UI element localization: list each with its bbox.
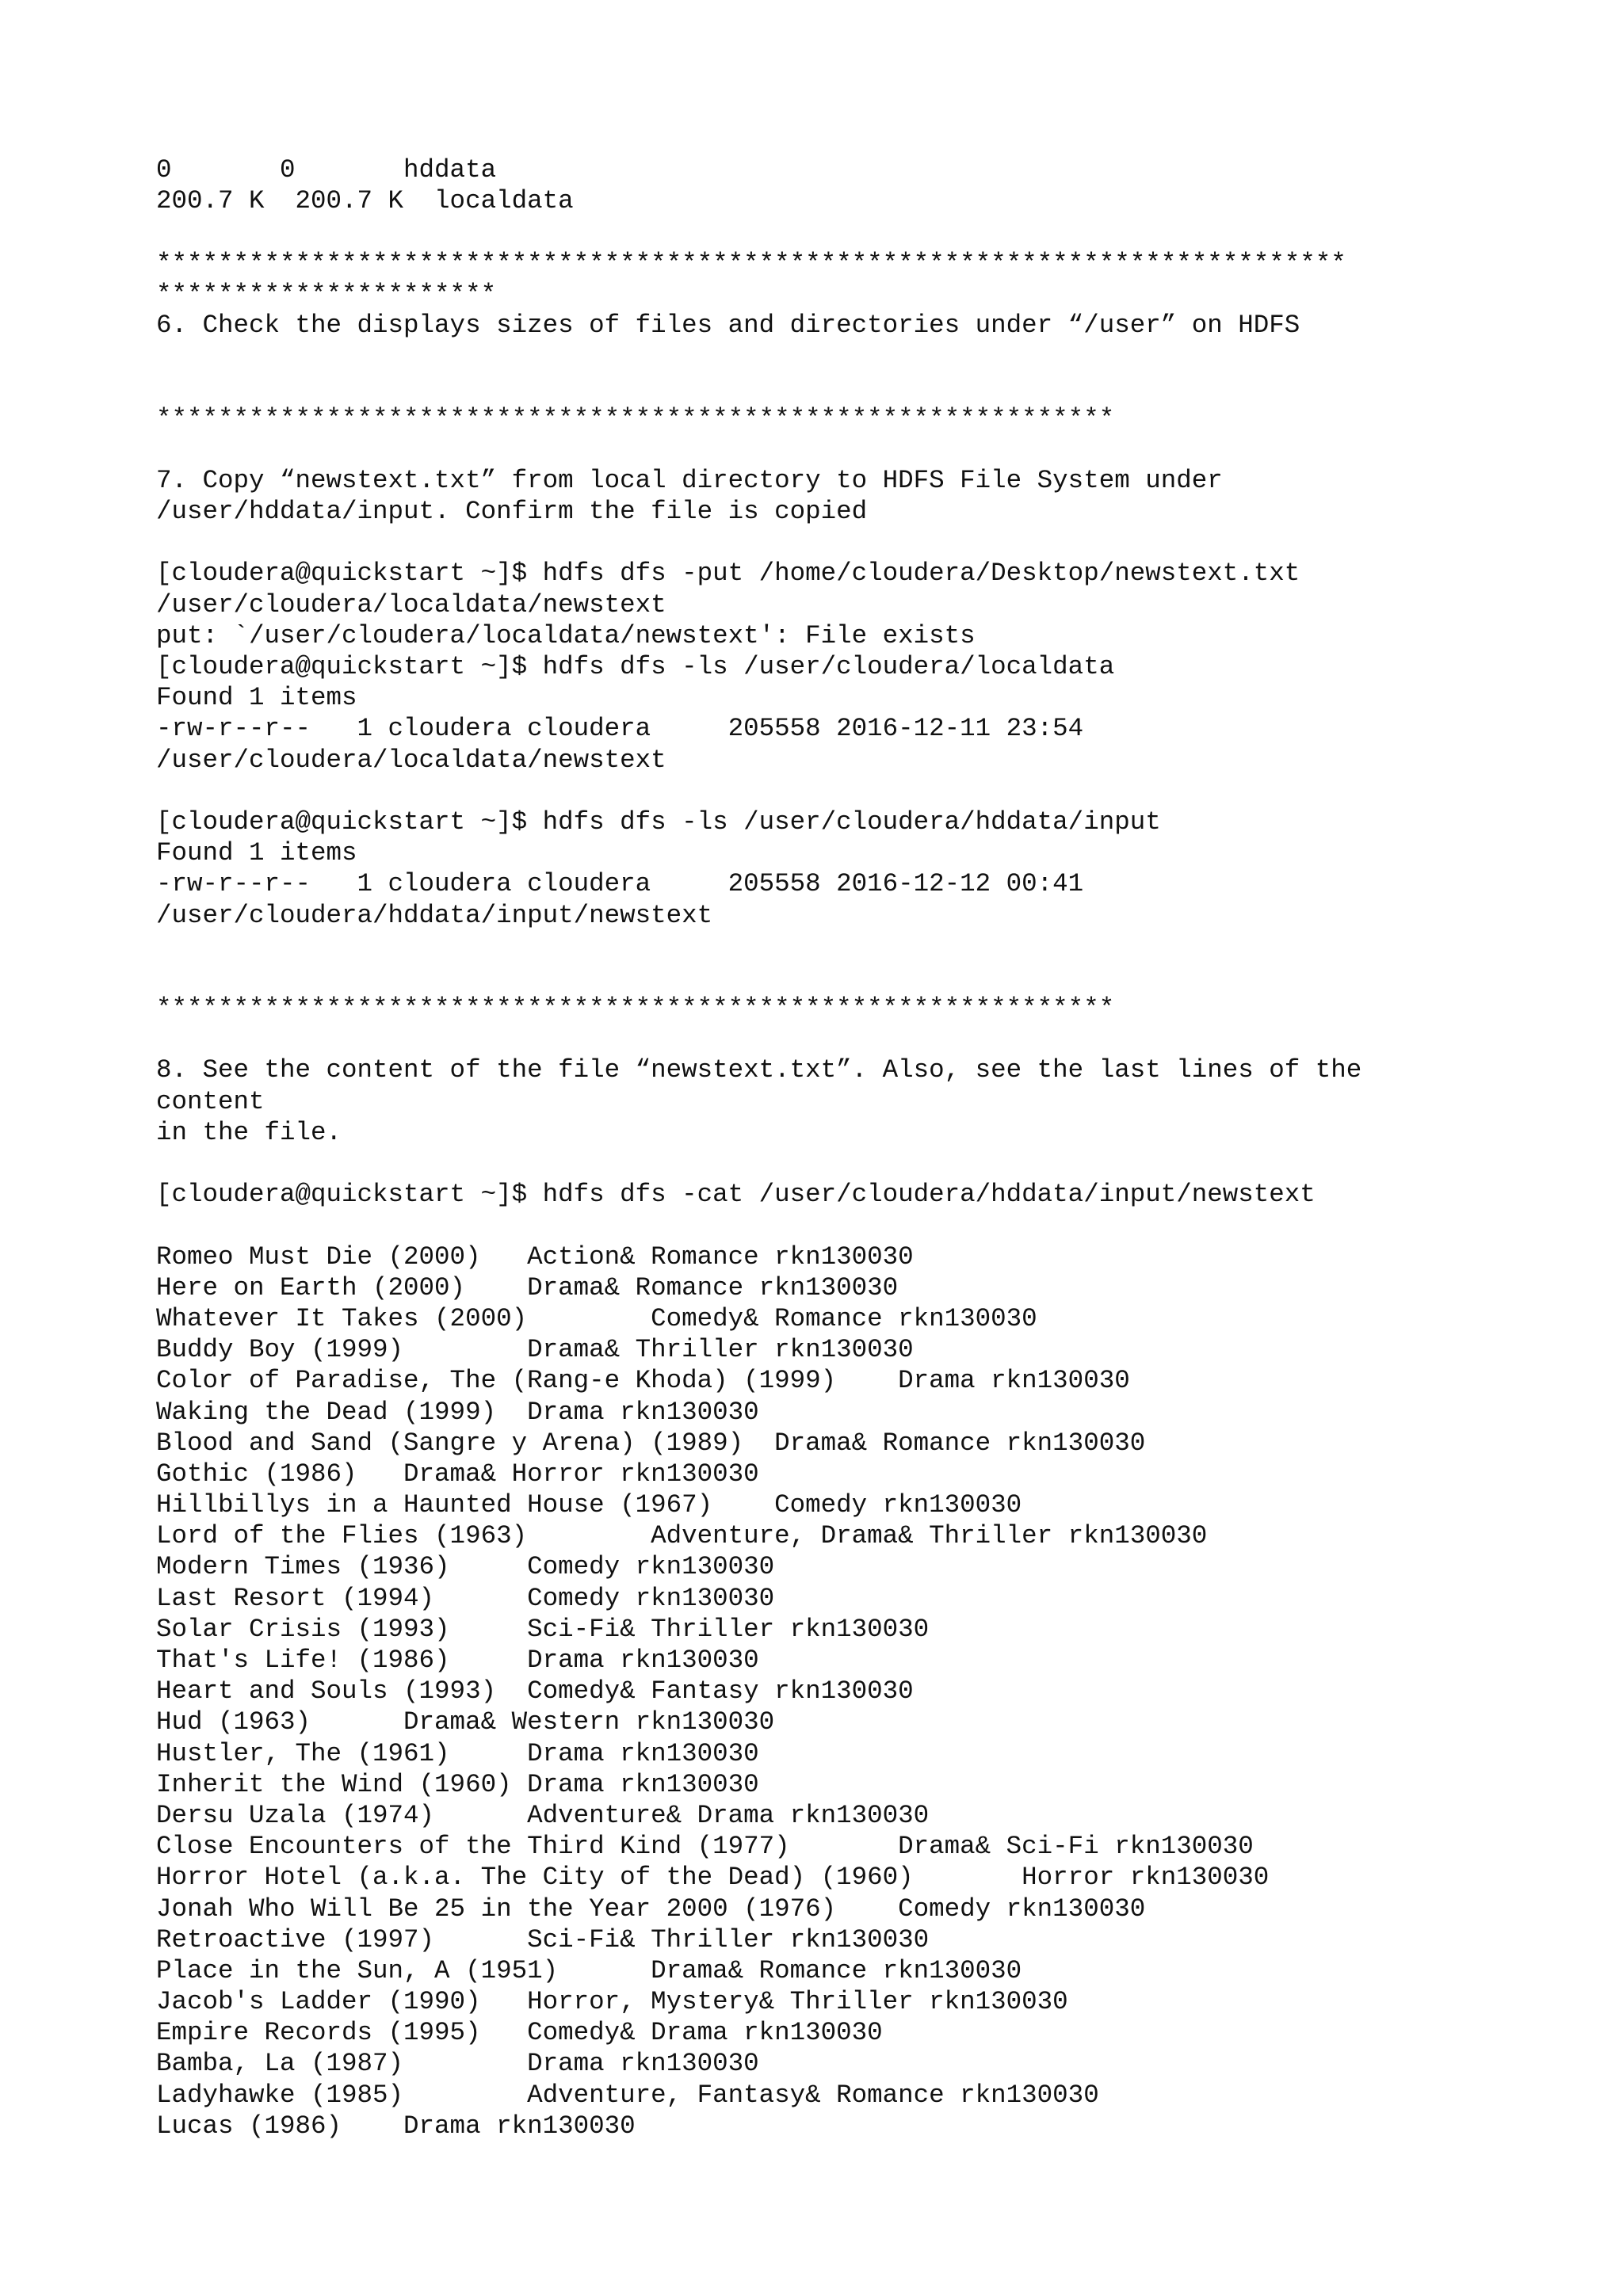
terminal-output-line: put: `/user/cloudera/localdata/newstext': File exists xyxy=(156,620,976,650)
movie-record-line: Hustler, The (1961) Drama rkn130030 xyxy=(156,1738,759,1768)
step-7-heading: /user/hddata/input. Confirm the file is copied xyxy=(156,497,868,527)
step-8-heading: in the file. xyxy=(156,1117,342,1147)
terminal-output-line: Found 1 items xyxy=(156,838,357,868)
movie-record-line: Solar Crisis (1993) Sci-Fi& Thriller rkn130030 xyxy=(156,1614,930,1644)
movie-record-line: Jonah Who Will Be 25 in the Year 2000 (1976) Comedy rkn130030 xyxy=(156,1894,1146,1924)
movie-record-line: Lucas (1986) Drama rkn130030 xyxy=(156,2111,636,2141)
terminal-command-line: [cloudera@quickstart ~]$ hdfs dfs -ls /user/cloudera/localdata xyxy=(156,652,1115,681)
movie-record-line: Jacob's Ladder (1990) Horror, Mystery& Thriller rkn130030 xyxy=(156,1987,1068,2017)
terminal-command-line: /user/cloudera/localdata/newstext xyxy=(156,589,666,620)
movie-record-line: Buddy Boy (1999) Drama& Thriller rkn130030 xyxy=(156,1335,914,1365)
movie-record-line: Close Encounters of the Third Kind (1977) Drama& Sci-Fi rkn130030 xyxy=(156,1832,1254,1862)
movie-record-line: Romeo Must Die (2000) Action& Romance rkn130030 xyxy=(156,1241,914,1272)
movie-record-line: Last Resort (1994) Comedy rkn130030 xyxy=(156,1583,775,1613)
terminal-command-line: [cloudera@quickstart ~]$ hdfs dfs -put /home/cloudera/Desktop/newstext.txt xyxy=(156,559,1300,589)
movie-record-line: Modern Times (1936) Comedy rkn130030 xyxy=(156,1552,775,1582)
terminal-command-line: [cloudera@quickstart ~]$ hdfs dfs -cat /user/cloudera/hddata/input/newstext xyxy=(156,1180,1316,1210)
terminal-output-line: /user/cloudera/localdata/newstext xyxy=(156,745,666,775)
terminal-command-line: [cloudera@quickstart ~]$ hdfs dfs -ls /user/cloudera/hddata/input xyxy=(156,807,1161,837)
blank-line xyxy=(156,931,1519,962)
step-6-heading: 6. Check the displays sizes of files and directories under “/user” on HDFS xyxy=(156,310,1300,340)
movie-record-line: Whatever It Takes (2000) Comedy& Romance rkn130030 xyxy=(156,1303,1037,1333)
movie-record-line: Retroactive (1997) Sci-Fi& Thriller rkn130030 xyxy=(156,1924,930,1955)
blank-line xyxy=(156,434,1519,465)
movie-record-line: Color of Paradise, The (Rang-e Khoda) (1999) Drama rkn130030 xyxy=(156,1366,1130,1396)
blank-line xyxy=(156,341,1519,372)
movie-record-line: Empire Records (1995) Comedy& Drama rkn130030 xyxy=(156,2018,883,2048)
movie-record-line: Inherit the Wind (1960) Drama rkn130030 xyxy=(156,1769,759,1799)
movie-record-line: Hillbillys in a Haunted House (1967) Comedy rkn130030 xyxy=(156,1490,1022,1520)
terminal-output-line: /user/cloudera/hddata/input/newstext xyxy=(156,900,713,930)
movie-record-line: Heart and Souls (1993) Comedy& Fantasy rkn130030 xyxy=(156,1676,914,1707)
movie-record-line: Ladyhawke (1985) Adventure, Fantasy& Romance rkn130030 xyxy=(156,2080,1099,2110)
blank-line xyxy=(156,962,1519,993)
step-7-heading: 7. Copy “newstext.txt” from local directory to HDFS File System under xyxy=(156,465,1223,495)
movie-record-line: Waking the Dead (1999) Drama rkn130030 xyxy=(156,1397,759,1427)
blank-line xyxy=(156,216,1519,247)
blank-line xyxy=(156,527,1519,558)
blank-line xyxy=(156,1024,1519,1055)
movie-record-line: Here on Earth (2000) Drama& Romance rkn130030 xyxy=(156,1272,899,1302)
movie-record-line: That's Life! (1986) Drama rkn130030 xyxy=(156,1646,759,1675)
du-output-line: 0 0 hddata xyxy=(156,155,497,185)
blank-line xyxy=(156,372,1519,402)
terminal-output-line: -rw-r--r-- 1 cloudera cloudera 205558 2016-12-12 00:41 xyxy=(156,869,1084,899)
movie-record-line: Blood and Sand (Sangre y Arena) (1989) Drama& Romance rkn130030 xyxy=(156,1428,1146,1458)
blank-line xyxy=(156,776,1519,807)
movie-record-line: Horror Hotel (a.k.a. The City of the Dead) (1960) Horror rkn130030 xyxy=(156,1863,1270,1893)
movie-record-line: Lord of the Flies (1963) Adventure, Drama& Thriller rkn130030 xyxy=(156,1521,1208,1551)
step-8-heading: 8. See the content of the file “newstext.txt”. Also, see the last lines of the xyxy=(156,1055,1362,1085)
blank-line xyxy=(156,1210,1519,1241)
terminal-output-line: -rw-r--r-- 1 cloudera cloudera 205558 2016-12-11 23:54 xyxy=(156,714,1084,744)
separator-line: ********************** xyxy=(156,279,497,309)
terminal-output-line: Found 1 items xyxy=(156,683,357,713)
du-output-line: 200.7 K 200.7 K localdata xyxy=(156,186,574,216)
step-8-heading: content xyxy=(156,1086,265,1116)
movie-record-line: Gothic (1986) Drama& Horror rkn130030 xyxy=(156,1459,759,1489)
separator-line: ************************************************************** xyxy=(156,994,1115,1024)
blank-line xyxy=(156,1148,1519,1179)
movie-record-line: Place in the Sun, A (1951) Drama& Romance rkn130030 xyxy=(156,1955,1022,1985)
document-body xyxy=(156,154,1519,2142)
movie-record-line: Dersu Uzala (1974) Adventure& Drama rkn130030 xyxy=(156,1800,930,1830)
separator-line: ***************************************************************************** xyxy=(156,248,1346,278)
movie-record-line: Bamba, La (1987) Drama rkn130030 xyxy=(156,2049,759,2079)
separator-line: ************************************************************** xyxy=(156,403,1115,433)
movie-record-line: Hud (1963) Drama& Western rkn130030 xyxy=(156,1707,775,1737)
